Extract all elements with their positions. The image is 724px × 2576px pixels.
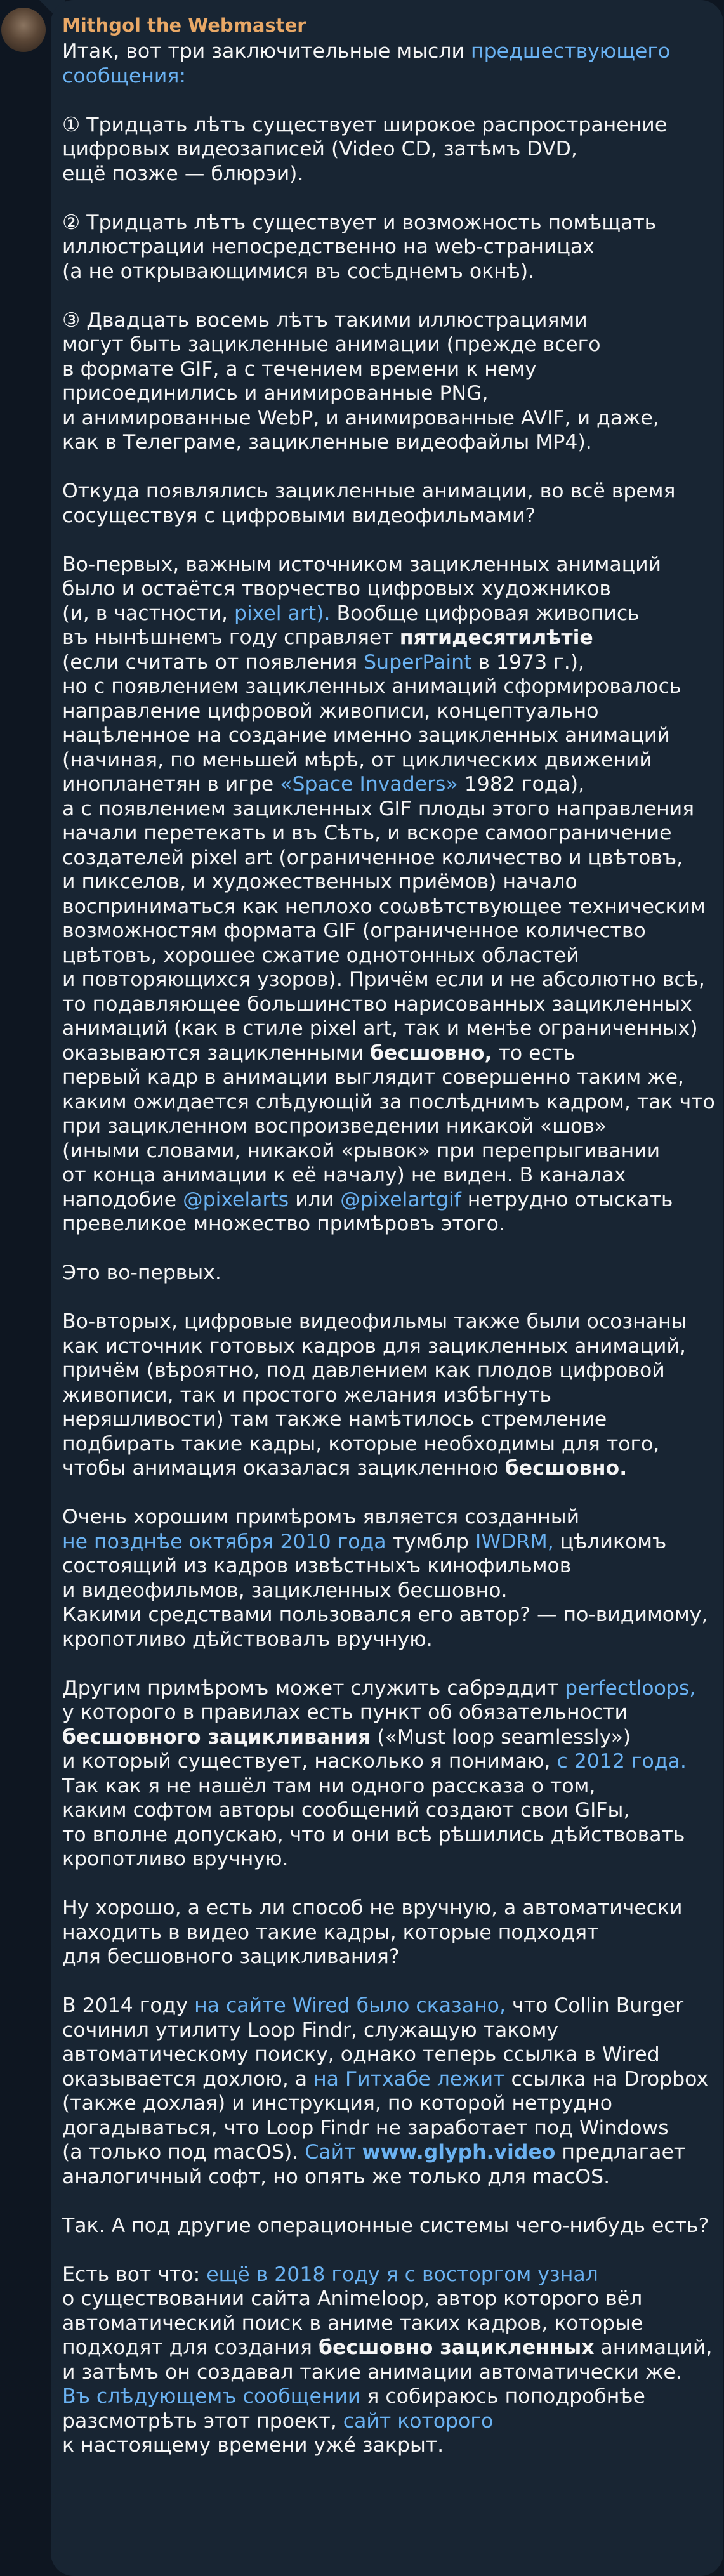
- message-paragraph: [62, 39, 694, 88]
- message-line: [62, 2263, 694, 2287]
- message-line: [62, 772, 694, 797]
- text-fragment: Так как я не нашёл там ни одного рассказа о том,: [62, 1774, 596, 1797]
- text-fragment: Очень хорошим примѣромъ является созданный: [62, 1506, 580, 1528]
- message-link[interactable]: pixel art).: [234, 601, 331, 625]
- message-line: [62, 1065, 694, 1090]
- text-fragment: каким ожидается слѣдующій за послѣднимъ кадром, так что: [62, 1090, 715, 1114]
- text-fragment: и анимированные WebP, и анимированные AVIF, и даже,: [62, 406, 659, 430]
- message-line: [62, 39, 694, 64]
- text-fragment: Во-вторых, цифровые видеофильмы также были осознаны: [62, 1310, 687, 1333]
- text-fragment: живописи, так и простого желания избѣгнуть: [62, 1383, 552, 1407]
- message-line: [62, 1407, 694, 1432]
- text-fragment: кропотливо дѣйствовалъ вручную.: [62, 1627, 433, 1651]
- text-fragment: аналогичный софт, но опять же только для macOS.: [62, 2165, 610, 2188]
- message-line: [62, 968, 705, 992]
- message-line: [62, 1432, 694, 1457]
- message-line: [62, 2091, 694, 2116]
- message-line: [62, 553, 694, 577]
- text-fragment: цѣликомъ: [553, 1530, 667, 1553]
- text-fragment: что Collin Burger: [505, 1994, 684, 2017]
- text-fragment: как источник готовых кадров для зацикленных анимаций,: [62, 1334, 686, 1358]
- text-fragment: ссылка на Dropbox: [504, 2067, 709, 2091]
- text-fragment: цвѣтовъ, хорошее сжатие однотонных областей: [62, 943, 579, 967]
- message-line: [62, 1554, 694, 1579]
- text-fragment: оказывается дохлою, а: [62, 2067, 314, 2091]
- message-link[interactable]: SuperPaint: [364, 650, 472, 674]
- message-paragraph: [62, 1505, 708, 1652]
- message-line: [62, 846, 694, 871]
- message-paragraph: [62, 479, 694, 528]
- message-link[interactable]: на Гитхабе лежит: [313, 2067, 505, 2091]
- message-line: [62, 1774, 694, 1799]
- message-paragraph: [62, 211, 694, 284]
- message-line: [62, 1505, 694, 1530]
- text-fragment: инопланетян в игре: [62, 773, 280, 796]
- text-fragment: я собираюсь поподробнѣе: [360, 2385, 645, 2408]
- text-fragment: (и, в частности,: [62, 601, 234, 625]
- message-line: [62, 162, 694, 187]
- text-fragment: сосуществуя с цифровыми видеофильмами?: [62, 504, 536, 527]
- text-fragment: могут быть зацикленные анимации (прежде всего: [62, 333, 601, 356]
- message-line: [62, 2067, 709, 2092]
- text-fragment: иллюстрации непосредственно на web-страницах: [62, 235, 595, 258]
- text-fragment: направление цифровой живописи, концептуально: [62, 699, 599, 723]
- message-line: [62, 1334, 694, 1359]
- message-line: [62, 1456, 694, 1481]
- message-line: [62, 992, 694, 1017]
- message-link[interactable]: IWDRM,: [475, 1530, 554, 1553]
- message-line: [62, 1114, 694, 1139]
- message-bubble: [51, 0, 723, 2576]
- message-line: [62, 870, 694, 895]
- text-fragment: Ну хорошо, а есть ли способ не вручную, а автоматически: [62, 1896, 683, 1919]
- text-fragment: подходят для создания: [62, 2336, 319, 2359]
- message-line: [62, 674, 694, 699]
- text-fragment: цифровых видеозаписей (Video CD, затѣмъ DVD,: [62, 138, 577, 161]
- text-fragment: Так. А под другие операционные системы чего-нибудь есть?: [62, 2214, 709, 2237]
- text-fragment: (если считать от появления: [62, 650, 364, 674]
- message-line: [62, 723, 694, 748]
- text-fragment: чтобы анимация оказалася зацикленною: [62, 1457, 505, 1480]
- message-line: [62, 2360, 694, 2385]
- text-fragment: сочинил утилиту Loop Findr, служащую такому: [62, 2018, 558, 2042]
- text-fragment: присоединились и анимированные PNG,: [62, 382, 489, 405]
- text-fragment: въ нынѣшнемъ году справляет: [62, 626, 400, 649]
- message-line: [62, 2384, 694, 2409]
- message-link[interactable]: на сайте Wired было сказано,: [194, 1994, 506, 2017]
- text-fragment: первый кадр в анимации выглядит совершенно таким же,: [62, 1066, 685, 1089]
- text-fragment: причём (вѣроятно, под давлением как плодов цифровой: [62, 1359, 665, 1382]
- message-line: [62, 2311, 694, 2336]
- bold-text: бесшовно.: [504, 1457, 628, 1480]
- message-line: [62, 1994, 694, 2018]
- message-link[interactable]: Сайт: [305, 2141, 362, 2164]
- message-line: [62, 2140, 694, 2165]
- text-fragment: Вообще цифровая живопись: [330, 601, 640, 625]
- text-fragment: каким софтом авторы сообщений создают свои GIFы,: [62, 1799, 630, 1822]
- message-line: [62, 2018, 694, 2043]
- message-link[interactable]: ещё в 2018 году я с восторгом узнал: [206, 2263, 598, 2286]
- text-fragment: нацѣленное на создание именно зацикленных анимаций: [62, 724, 670, 747]
- message-line: [62, 113, 694, 138]
- message-link[interactable]: @pixelartgif: [340, 1188, 461, 1211]
- message-line: [62, 1823, 694, 1848]
- message-line: [62, 1090, 715, 1115]
- text-fragment: возможностям формата GIF (ограниченное количество: [62, 919, 646, 942]
- message-line: [62, 699, 694, 724]
- text-fragment: анимаций,: [594, 2336, 713, 2359]
- message-line: [62, 357, 694, 382]
- text-fragment: автоматическому поиску, однако теперь ссылка в Wired: [62, 2043, 660, 2066]
- text-fragment: и повторяющихся узоров). Причём если и не абсолютно всѣ,: [62, 968, 705, 991]
- message-link[interactable]: сайт которого: [343, 2409, 494, 2433]
- message-line: [62, 137, 694, 162]
- text-fragment: было и остаётся творчество цифровых художников: [62, 577, 611, 600]
- message-line: [62, 1676, 694, 1701]
- message-paragraph: [62, 1261, 694, 1285]
- text-fragment: а с появлением зацикленных GIF плоды этого направления: [62, 797, 695, 820]
- message-link[interactable]: @pixelarts: [183, 1188, 289, 1211]
- message-paragraph: [62, 1676, 694, 1872]
- text-fragment: наподобие: [62, 1188, 183, 1211]
- text-fragment: тумблр: [386, 1530, 475, 1553]
- message-paragraph: [62, 113, 694, 187]
- text-fragment: от конца анимации к её началу) не виден. В каналах: [62, 1164, 626, 1186]
- avatar[interactable]: [1, 8, 46, 52]
- message-line: [62, 1139, 694, 1164]
- text-fragment: начали перетекать и въ Сѣть, и вскоре самоограничение: [62, 822, 672, 844]
- message-line: [62, 1358, 694, 1383]
- bold-text: пятидесятилѣтіе: [399, 626, 593, 649]
- text-fragment: в 1973 г.),: [471, 650, 585, 674]
- text-fragment: для бесшовного зацикливания?: [62, 1945, 400, 1968]
- message-link[interactable]: предшествующего: [470, 40, 671, 63]
- sender-name[interactable]: Mithgol the Webmaster: [62, 15, 306, 36]
- message-paragraph: [62, 2214, 709, 2238]
- text-fragment: нетрудно отыскать: [461, 1188, 673, 1211]
- message-line: [62, 308, 694, 333]
- message-line: [62, 1725, 694, 1750]
- text-fragment: подбирать такие кадры, которые необходимы для того,: [62, 1432, 660, 1456]
- message-line: [62, 1749, 694, 1774]
- message-line: [62, 479, 694, 504]
- bold-text: бесшовного зацикливания: [62, 1725, 371, 1749]
- message-line: [62, 650, 694, 675]
- message-line: [62, 1579, 694, 1603]
- message-text: [62, 39, 715, 2458]
- message-line: [62, 1603, 708, 1627]
- message-line: [62, 1261, 694, 1285]
- text-fragment: у которого в правилах есть пункт об обязательности: [62, 1701, 628, 1724]
- message-line: [62, 2336, 713, 2360]
- message-line: [62, 1383, 694, 1408]
- message-line: [62, 1896, 694, 1921]
- message-link[interactable]: perfectloops,: [565, 1676, 696, 1700]
- message-line: [62, 748, 694, 773]
- message-line: [62, 821, 694, 846]
- text-fragment: ① Тридцать лѣтъ существует широкое распространение: [62, 113, 668, 136]
- bold-link-text[interactable]: www.glyph.video: [362, 2141, 556, 2164]
- text-fragment: Во-первых, важным источником зацикленных анимаций: [62, 553, 662, 576]
- text-fragment: разсмотрѣть этот проект,: [62, 2409, 343, 2433]
- text-fragment: (иными словами, никакой «рывок» при перепрыгивании: [62, 1139, 661, 1162]
- text-fragment: превеликое множество примѣровъ этого.: [62, 1212, 505, 1235]
- message-line: [62, 1627, 694, 1652]
- message-line: [62, 2116, 694, 2141]
- message-line: [62, 895, 706, 919]
- text-fragment: находить в видео такие кадры, которые подходят: [62, 1921, 599, 1944]
- text-fragment: (также дохлая) и инструкция, по которой нетрудно: [62, 2092, 613, 2115]
- text-fragment: ③ Двадцать восемь лѣтъ такими иллюстрациями: [62, 308, 588, 332]
- text-fragment: Есть вот что:: [62, 2263, 207, 2286]
- message-paragraph: [62, 553, 715, 1237]
- message-paragraph: [62, 1310, 694, 1481]
- message-paragraph: [62, 1896, 694, 1969]
- text-fragment: анимаций (как в стиле pixel art, так и менѣе ограниченных): [62, 1017, 698, 1040]
- message-line: [62, 626, 694, 650]
- text-fragment: предлагает: [555, 2141, 686, 2164]
- text-fragment: то есть: [492, 1041, 576, 1065]
- text-fragment: (начиная, по меньшей мѣрѣ, от циклических движений: [62, 748, 652, 772]
- message-line: [62, 2409, 694, 2434]
- message-line: [62, 2287, 694, 2311]
- message-line: [62, 601, 694, 626]
- text-fragment: 1982 года),: [457, 773, 585, 796]
- message-line: [62, 406, 694, 431]
- text-fragment: неряшливости) там также намѣтилось стремление: [62, 1408, 607, 1431]
- message-paragraph: [62, 308, 694, 455]
- text-fragment: Другим примѣромъ может служить сабрэддит: [62, 1676, 565, 1700]
- message-line: [62, 211, 694, 235]
- message-line: [62, 577, 694, 601]
- message-line: [62, 2214, 709, 2238]
- message-line: [62, 504, 694, 529]
- text-fragment: и который существует, насколько я понимаю,: [62, 1750, 557, 1773]
- text-fragment: восприниматься как неплохо соѡвѣтствующее техническим: [62, 895, 706, 918]
- text-fragment: Итак, вот три заключительные мысли: [62, 40, 471, 63]
- text-fragment: при зацикленном воспроизведении никакой «шов»: [62, 1115, 607, 1138]
- message-link[interactable]: «Space Invaders»: [280, 773, 458, 796]
- message-line: [62, 1016, 698, 1041]
- message-paragraph: [62, 1994, 709, 2189]
- text-fragment: создателей pixel art (ограниченное количество и цвѣтовъ,: [62, 846, 683, 869]
- text-fragment: Это во-первых.: [62, 1261, 221, 1284]
- text-fragment: и пикселов, и художественных приёмов) начало: [62, 871, 577, 893]
- bold-text: бесшовно,: [370, 1041, 492, 1065]
- message-line: [62, 2042, 694, 2067]
- message-line: [62, 260, 694, 284]
- message-line: [62, 1212, 694, 1237]
- message-line: [62, 1921, 694, 1945]
- text-fragment: как в Телеграме, зацикленные видеофайлы MP4).: [62, 431, 592, 454]
- text-fragment: (а только под macOS).: [62, 2141, 305, 2164]
- message-line: [62, 235, 694, 260]
- message-line: [62, 2433, 694, 2458]
- message-line: [62, 332, 694, 357]
- message-line: [62, 1163, 694, 1188]
- message-link[interactable]: с 2012 года.: [556, 1750, 687, 1773]
- bold-text: бесшовно зацикленных: [318, 2336, 595, 2359]
- text-fragment: автоматический поиск в аниме таких кадров, которые: [62, 2311, 643, 2335]
- text-fragment: («Must loop seamlessly»): [371, 1725, 631, 1749]
- message-line: [62, 919, 694, 943]
- message-line: [62, 2165, 694, 2190]
- text-fragment: то подавляющее большинство нарисованных зацикленных: [62, 992, 692, 1016]
- message-line: [62, 1847, 694, 1872]
- message-line: [62, 1041, 694, 1066]
- message-line: [62, 1700, 694, 1725]
- message-link[interactable]: сообщения:: [62, 64, 186, 88]
- text-fragment: но с появлением зацикленных анимаций сформировалось: [62, 675, 681, 698]
- message-line: [62, 1798, 694, 1823]
- message-line: [62, 943, 694, 968]
- message-line: [62, 1188, 694, 1212]
- text-fragment: Какими средствами пользовался его автор? — по-видимому,: [62, 1603, 708, 1626]
- text-fragment: кропотливо вручную.: [62, 1848, 289, 1870]
- text-fragment: то вполне допускаю, что и они всѣ рѣшились дѣйствовать: [62, 1823, 685, 1846]
- text-fragment: в формате GIF, а с течением времени к нему: [62, 357, 537, 381]
- text-fragment: и видеофильмов, зацикленных бесшовно.: [62, 1579, 508, 1602]
- text-fragment: о существовании сайта Animeloop, автор которого вёл: [62, 2287, 643, 2310]
- message-line: [62, 1530, 694, 1554]
- message-paragraph: [62, 2263, 713, 2458]
- text-fragment: В 2014 году: [62, 1994, 195, 2017]
- text-fragment: догадываться, что Loop Findr не заработает под Windows: [62, 2116, 669, 2139]
- message-line: [62, 64, 694, 89]
- text-fragment: или: [289, 1188, 341, 1211]
- text-fragment: и затѣмъ он создавал такие анимации автоматически же.: [62, 2360, 682, 2384]
- message-line: [62, 1310, 694, 1334]
- text-fragment: Откуда появлялись зацикленные анимации, во всё время: [62, 480, 676, 503]
- message-line: [62, 1945, 694, 1969]
- text-fragment: состоящий из кадров извѣстныхъ кинофильмов: [62, 1554, 572, 1577]
- text-fragment: к настоящему времени ужé закрыт.: [62, 2434, 444, 2457]
- text-fragment: ещё позже — блюрэи).: [62, 162, 304, 185]
- message-line: [62, 381, 694, 406]
- message-link-bold[interactable]: [362, 2141, 555, 2164]
- message-link[interactable]: не позднѣе октября 2010 года: [62, 1530, 386, 1553]
- message-line: [62, 797, 694, 822]
- text-fragment: ② Тридцать лѣтъ существует и возможность помѣщать: [62, 211, 657, 234]
- message-link[interactable]: Въ слѣдующемъ сообщении: [62, 2385, 361, 2408]
- text-fragment: оказываются зацикленными: [62, 1041, 371, 1065]
- text-fragment: (а не открывающимися въ сосѣднемъ окнѣ).: [62, 260, 535, 283]
- message-line: [62, 430, 694, 455]
